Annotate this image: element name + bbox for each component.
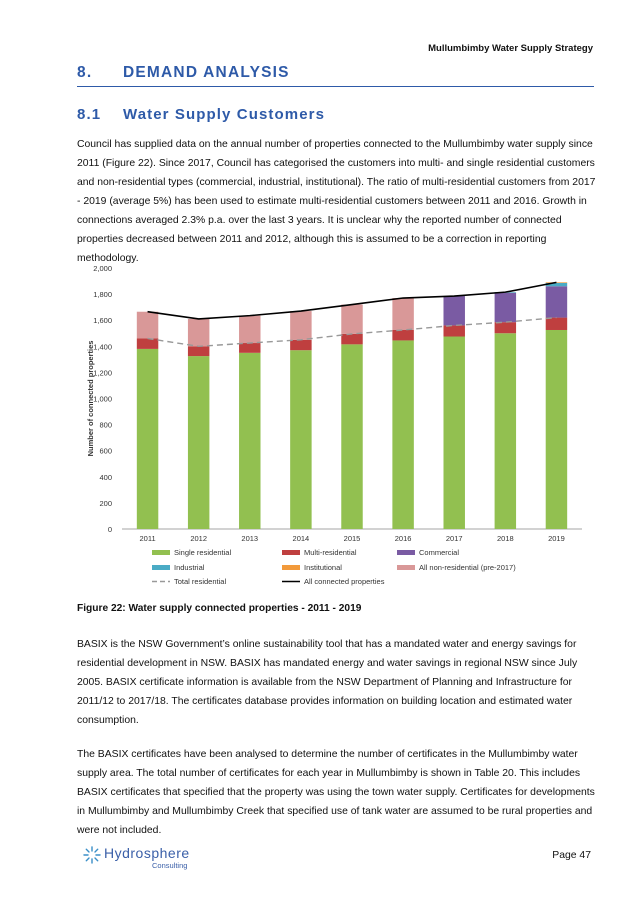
running-header: Mullumbimby Water Supply Strategy [428,43,593,54]
bar-commercial-2018 [495,293,516,322]
y-tick-label: 400 [99,472,112,482]
y-tick-label: 800 [99,420,112,430]
subsection-title: Water Supply Customers [123,106,326,123]
bar-multi-2016 [392,330,413,340]
paragraph-customers: Council has supplied data on the annual number of properties connected to the Mullumbimby water supply since 2011 (Figure 22). Since 2017, Council has categorised the customers into multi- and single residential customers and non-residential types (commercial, industrial, institutional). The ratio of multi-residential customers from 2017 - 2019 (average 5%) has been used to estimate multi-residential customers between 2011 and 2016. Growth in connections averaged 2.3% p.a. over the last 3 years. It is unclear why the reported number of connected properties decreased between 2011 and 2012, although this is assumed to be a correction in reporting methodology. [77,139,596,264]
legend-label-industrial: Industrial [174,563,205,572]
y-tick-label: 1,000 [93,394,112,404]
connected-properties-chart [77,258,597,593]
x-tick-label: 2018 [496,534,514,543]
legend-label-all: All connected properties [304,577,385,586]
legend-label-nonres: All non-residential (pre-2017) [419,563,516,572]
bar-multi-2013 [239,343,260,353]
bar-single-2018 [495,333,516,529]
legend-label-multi: Multi-residential [304,548,357,557]
bar-nonres-2015 [341,305,362,334]
bar-single-2014 [290,350,311,529]
logo-burst-icon [82,845,102,865]
y-tick-label: 1,800 [93,290,112,300]
x-tick-label: 2013 [241,534,259,543]
bar-multi-2019 [546,318,567,330]
paragraph-basix-analysis: The BASIX certificates have been analysed to determine the number of certificates in the Mullumbimby water supply area. The total number of certificates for each year in Mullumbimby is shown in Table 20. This includes BASIX certificates that specified that the property was using the town water supply. Certificates for developments in Mullumbimby and Mullumbimby Creek that specified use of tank water are assumed to be rural properties and were not included. [77,749,595,836]
legend-swatch-institutional [282,565,300,570]
bar-commercial-2017 [443,296,464,325]
bar-single-2012 [188,356,209,529]
x-tick-label: 2012 [190,534,208,543]
y-tick-label: 0 [107,525,112,534]
x-tick-label: 2017 [445,534,463,543]
subsection-heading [77,106,325,123]
bar-multi-2015 [341,334,362,344]
legend-swatch-single [152,550,170,555]
legend-swatch-multi [282,550,300,555]
bar-multi-2014 [290,340,311,350]
bar-nonres-2013 [239,316,260,343]
legend-label-commercial: Commercial [419,548,460,557]
bar-nonres-2011 [137,312,158,339]
x-tick-label: 2019 [548,534,565,543]
bar-commercial-2019 [546,286,567,317]
legend-label-single: Single residential [174,548,232,557]
bar-single-2011 [137,349,158,529]
x-tick-label: 2014 [292,534,310,543]
legend-label-total_res: Total residential [174,577,227,586]
legend-swatch-industrial [152,565,170,570]
y-tick-label: 1,600 [93,316,112,326]
bar-nonres-2012 [188,319,209,346]
y-axis-label: Number of connected properties [86,340,95,457]
bar-multi-2011 [137,338,158,348]
legend-swatch-nonres [397,565,415,570]
hydrosphere-logo [82,845,190,870]
y-tick-label: 1,400 [93,342,112,352]
subsection-number: 8.1 [77,106,102,123]
bar-multi-2018 [495,322,516,333]
y-tick-label: 1,200 [93,368,112,378]
figure-caption: Figure 22: Water supply connected properties - 2011 - 2019 [77,603,362,614]
section-heading [77,64,594,87]
y-tick-label: 200 [99,498,112,508]
bar-single-2015 [341,344,362,529]
bar-nonres-2014 [290,311,311,340]
bar-single-2016 [392,340,413,529]
bar-single-2017 [443,337,464,529]
bar-nonres-2016 [392,298,413,330]
page-number: Page 47 [552,850,591,861]
bar-single-2019 [546,330,567,529]
bar-multi-2012 [188,346,209,356]
paragraph-basix-intro: BASIX is the NSW Government’s online sustainability tool that has a mandated water and energy savings for residential development in NSW. BASIX has mandated energy and water savings in regional NSW since July 2005. BASIX certificate information is available from the NSW Department of Planning and Infrastructure for 2011/12 to 2017/18. The certificates database provides information on building location and estimated water consumption. [77,639,578,726]
y-tick-label: 2,000 [93,264,112,273]
section-number: 8. [77,64,93,81]
x-tick-label: 2011 [139,534,156,543]
logo-text: Hydrosphere [104,845,190,861]
y-tick-label: 600 [99,446,112,456]
x-tick-label: 2016 [394,534,412,543]
legend-swatch-commercial [397,550,415,555]
legend-label-institutional: Institutional [304,563,342,572]
logo-subtext: Consulting [152,861,188,870]
x-tick-label: 2015 [343,534,361,543]
bar-single-2013 [239,353,260,529]
section-title: DEMAND ANALYSIS [123,64,290,81]
bar-multi-2017 [443,325,464,336]
